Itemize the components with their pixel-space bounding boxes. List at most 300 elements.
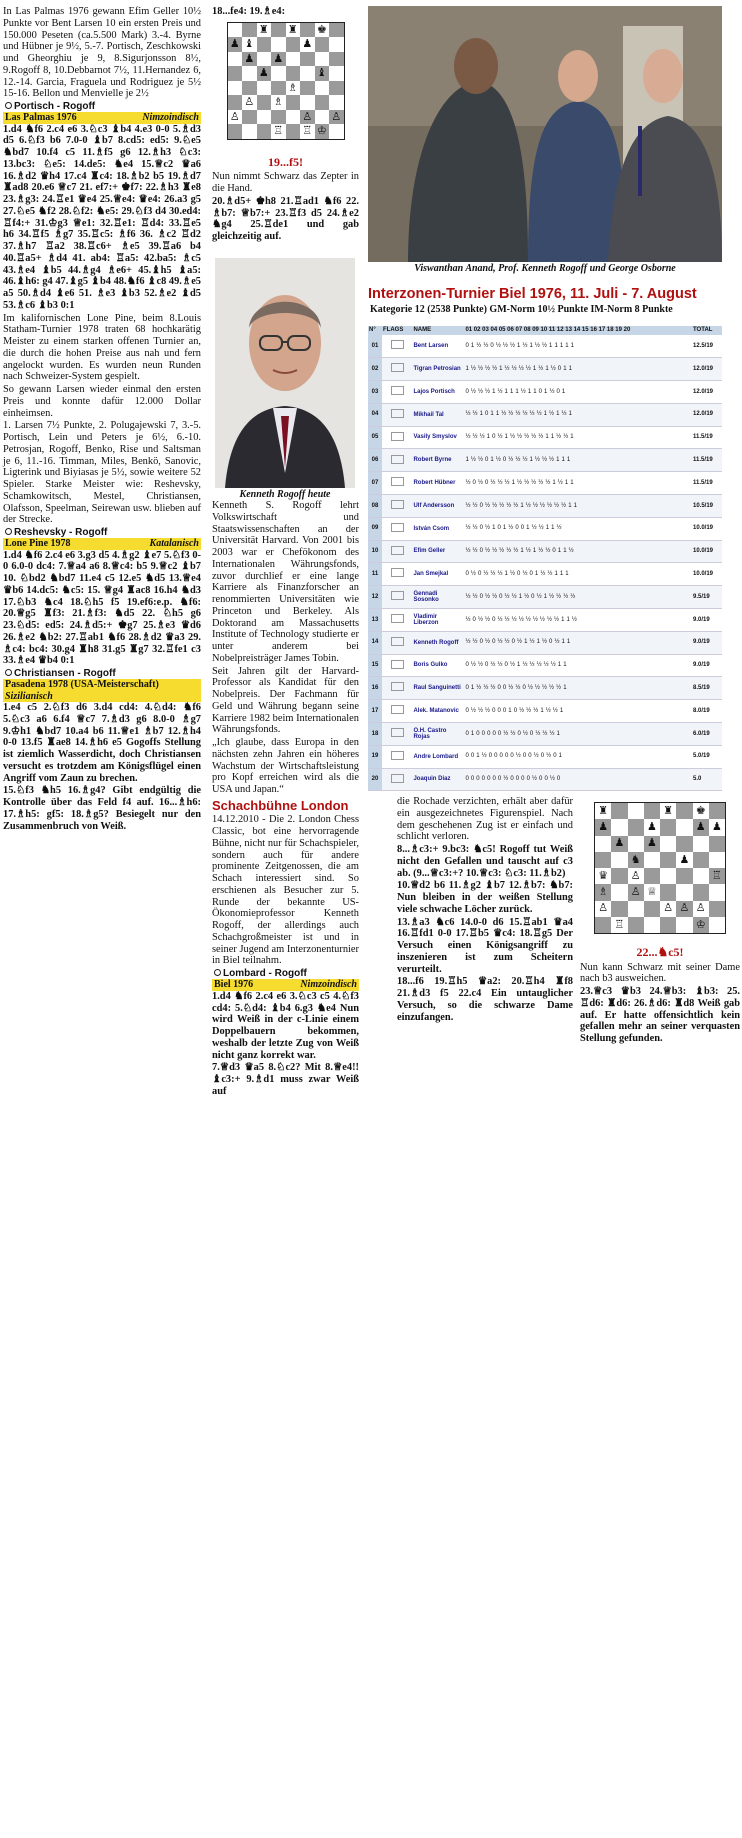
- total-cell: 9.0/19: [692, 631, 722, 654]
- board-square: [660, 868, 676, 884]
- board-square: [228, 66, 243, 81]
- col-header-name: NAME: [412, 326, 464, 335]
- total-cell: 12.5/19: [692, 335, 722, 358]
- board-square: [300, 23, 315, 38]
- player-name: István Csom: [412, 517, 464, 540]
- rank-cell: 12: [368, 586, 382, 609]
- board-square: [644, 803, 660, 819]
- results-cell: 0 1 ½ ½ ½ 0 0 ½ ½ 0 ½ ½ ½ ½ ½ 1: [464, 677, 692, 700]
- flag-cell: [382, 745, 412, 768]
- board-square: [315, 37, 330, 52]
- board-square: [300, 66, 315, 81]
- board-square: [228, 124, 243, 139]
- flag-cell: [382, 609, 412, 632]
- board-square: [271, 81, 286, 96]
- board-square: [242, 124, 257, 139]
- country-flag-icon: [391, 637, 404, 646]
- board-square: [228, 81, 243, 96]
- board-square: [329, 37, 344, 52]
- chess-piece-icon: ♟: [676, 852, 692, 868]
- results-cell: ½ 0 ½ ½ 0 ½ ½ ½ ½ ½ ½ ½ ½ ½ 1 1 ½: [464, 609, 692, 632]
- game-moves: 18...f6 19.♖h5 ♛a2: 20.♖h4 ♜f8 21.♗d3 f5 22.c4 Ein untauglicher Versuch, so die schwarze Dame einzufangen.: [397, 976, 573, 1023]
- photo-caption: Viswanthan Anand, Prof. Kenneth Rogoff und George Osborne: [414, 263, 676, 274]
- board-square: [693, 868, 709, 884]
- lone-pine-text-2: So gewann Larsen wieder einmal den ersten Preis und konnte dafür 12.000 Dollar einheimsen.: [3, 384, 201, 419]
- game-moves: 8...♗c3:+ 9.bc3: ♞c5! Rogoff tut Weiß nicht den Gefallen und tauscht auf c3 ab. (9...♕c3:+? 10.♕c3: ♘c3: 11.♗b2): [397, 844, 573, 879]
- chess-piece-icon: ♙: [628, 884, 644, 900]
- diagram-caption: 22...♞c5!: [636, 945, 684, 959]
- board-square: [329, 23, 344, 38]
- country-flag-icon: [391, 500, 404, 509]
- chess-piece-icon: ♝: [242, 37, 257, 52]
- col-header-rounds: 01 02 03 04 05 06 07 08 09 10 11 12 13 14 15 16 17 18 19 20: [464, 326, 692, 335]
- country-flag-icon: [391, 477, 404, 486]
- flag-cell: [382, 403, 412, 426]
- chess-piece-icon: ♔: [315, 124, 330, 139]
- board-square: [228, 52, 243, 67]
- rank-cell: 19: [368, 745, 382, 768]
- diagram-comment: Nun nimmt Schwarz das Zepter in die Hand.: [212, 171, 359, 195]
- flag-cell: [382, 700, 412, 723]
- board-square: [257, 81, 272, 96]
- bio-text-2: Seit Jahren gilt der Harvard-Professor als Kandidat für den Nobelpreis. Der Fachmann für Geld und Währung begann seine Karriere 1982 beim Internationalen Währungsfonds.: [212, 665, 359, 736]
- flag-cell: [382, 495, 412, 518]
- table-row: [368, 677, 722, 700]
- white-circle-icon: [5, 528, 12, 535]
- table-row: [368, 449, 722, 472]
- game-event-bar: Pasadena 1978 (USA-Meisterschaft): [3, 679, 201, 690]
- board-square: [242, 66, 257, 81]
- game-event-bar: Las Palmas 1976 Nimzoindisch: [5, 112, 199, 124]
- board-square: [709, 852, 725, 868]
- results-cell: 0 ½ ½ 0 ½ ½ 0 ½ 1 ½ ½ ½ ½ ½ 1 1: [464, 654, 692, 677]
- chess-piece-icon: ♚: [693, 803, 709, 819]
- total-cell: 11.5/19: [692, 449, 722, 472]
- results-cell: ½ ½ 0 ½ 1 0 1 ½ 0 0 1 ½ ½ 1 1 ½: [464, 517, 692, 540]
- chess-piece-icon: ♟: [611, 836, 627, 852]
- total-cell: 12.0/19: [692, 381, 722, 404]
- board-square: [286, 37, 301, 52]
- chess-diagram: [227, 22, 345, 140]
- chess-piece-icon: ♙: [628, 868, 644, 884]
- chess-piece-icon: ♙: [228, 110, 243, 125]
- chess-piece-icon: ♙: [693, 901, 709, 917]
- game-event-bar: Lone Pine 1978 Katalanisch: [5, 538, 199, 550]
- table-row: [368, 472, 722, 495]
- chess-piece-icon: ♖: [271, 124, 286, 139]
- board-square: [315, 81, 330, 96]
- lone-pine-standings: 1. Larsen 7½ Punkte, 2. Polugajewski 7, 3.-5. Portisch, Lein und Peters je 6½, 6.-10. Petrosjan, Rogoff, Benko, Rise und Saltsman je 6, 11.-16. Timman, Miles, Benkö, Sanovic, Ligterink und Biyiasas je 5½, sowie weitere 52 Spieler. Starke Meister wie: Reshevsky, Schamkowitsch, Mestel, Christiansen, Olafsson, Speelman, Seirewan usw. blieben auf der Strecke.: [3, 420, 201, 526]
- country-flag-icon: [391, 614, 404, 623]
- player-name: Joaquin Diaz: [412, 768, 464, 791]
- rank-cell: 13: [368, 609, 382, 632]
- flag-cell: [382, 677, 412, 700]
- total-cell: 10.0/19: [692, 540, 722, 563]
- table-header-row: [368, 326, 722, 335]
- player-name: Tigran Petrosian: [412, 358, 464, 381]
- table-row: [368, 631, 722, 654]
- rank-cell: 10: [368, 540, 382, 563]
- crosstable: [368, 326, 722, 791]
- board-square: [644, 868, 660, 884]
- results-cell: 0 ½ 0 ½ ½ ½ 1 ½ 0 ½ 0 1 ½ ½ 1 1 1: [464, 563, 692, 586]
- country-flag-icon: [391, 774, 404, 783]
- player-name: Ulf Andersson: [412, 495, 464, 518]
- rank-cell: 01: [368, 335, 382, 358]
- chess-piece-icon: ♟: [709, 819, 725, 835]
- board-square: [676, 917, 692, 933]
- rank-cell: 03: [368, 381, 382, 404]
- lone-pine-text: Im kalifornischen Lone Pine, beim 8.Louis Statham-Turnier 1978 traten 68 hochkarätig Meister zu einem starken offenen Turnier an, die durch die hohen Preise aus nah und fern angelockt wurden. Es wurden neun Runden nach Schweizer-System gespielt.: [3, 312, 201, 383]
- white-circle-icon: [5, 102, 12, 109]
- board-square: [611, 819, 627, 835]
- table-row: [368, 586, 722, 609]
- country-flag-icon: [391, 660, 404, 669]
- results-cell: ½ 0 ½ 0 ½ ½ ½ 1 ½ ½ ½ ½ ½ 1 ½ 1 1: [464, 472, 692, 495]
- col-header-flags: FLAGS: [382, 326, 412, 335]
- col-header-total: TOTAL: [692, 326, 722, 335]
- board-square: [257, 52, 272, 67]
- country-flag-icon: [391, 455, 404, 464]
- country-flag-icon: [391, 363, 404, 372]
- column-3: [397, 796, 573, 1834]
- game-moves: 10.♕d2 b6 11.♗g2 ♝b7 12.♗b7: ♞b7: Nun bleiben in der weißen Stellung viele schwache Löcher zurück.: [397, 880, 573, 915]
- country-flag-icon: [391, 591, 404, 600]
- board-square: [693, 884, 709, 900]
- board-square: [271, 23, 286, 38]
- board-square: [628, 803, 644, 819]
- chess-piece-icon: ♛: [595, 868, 611, 884]
- results-cell: ½ ½ ½ 1 0 ½ 1 ½ ½ ½ ½ ½ 1 1 ½ ½ 1: [464, 426, 692, 449]
- results-cell: 0 ½ ½ ½ 0 0 0 1 0 ½ ½ ½ 1 ½ ½ 1: [464, 700, 692, 723]
- country-flag-icon: [391, 432, 404, 441]
- board-square: [300, 95, 315, 110]
- board-square: [644, 901, 660, 917]
- board-square: [228, 95, 243, 110]
- flag-cell: [382, 586, 412, 609]
- rank-cell: 16: [368, 677, 382, 700]
- player-name: Jan Smejkal: [412, 563, 464, 586]
- player-name: Efim Geller: [412, 540, 464, 563]
- country-flag-icon: [391, 546, 404, 555]
- flag-cell: [382, 381, 412, 404]
- chess-piece-icon: ♔: [693, 917, 709, 933]
- board-square: [660, 819, 676, 835]
- results-cell: 0 1 ½ ½ 0 ½ ½ ½ 1 ½ 1 ½ ½ 1 1 1 1 1: [464, 335, 692, 358]
- board-square: [271, 37, 286, 52]
- table-row: [368, 381, 722, 404]
- board-square: [257, 110, 272, 125]
- game-header: Portisch - Rogoff: [3, 101, 201, 112]
- board-square: [644, 852, 660, 868]
- results-cell: 1 ½ ½ ½ ½ 1 ½ ½ ½ ½ 1 ½ 1 ½ 0 1 1: [464, 358, 692, 381]
- board-square: [660, 884, 676, 900]
- column-2-lower: [212, 500, 359, 1097]
- game-header: Christiansen - Rogoff: [3, 668, 201, 679]
- board-square: [660, 917, 676, 933]
- board-square: [286, 66, 301, 81]
- table-row: [368, 563, 722, 586]
- board-square: [628, 901, 644, 917]
- table-row: [368, 495, 722, 518]
- results-cell: 0 0 0 0 0 0 0 ½ 0 0 0 0 ½ 0 0 ½ 0: [464, 768, 692, 791]
- total-cell: 10.0/19: [692, 563, 722, 586]
- board-square: [300, 52, 315, 67]
- portrait-photo: [215, 258, 355, 488]
- board-square: [286, 110, 301, 125]
- board-square: [257, 37, 272, 52]
- country-flag-icon: [391, 568, 404, 577]
- board-square: [286, 95, 301, 110]
- board-square: [709, 884, 725, 900]
- chess-piece-icon: ♟: [242, 52, 257, 67]
- board-square: [595, 852, 611, 868]
- chess-piece-icon: ♖: [300, 124, 315, 139]
- table-row: [368, 745, 722, 768]
- table-row: [368, 768, 722, 791]
- board-square: [709, 901, 725, 917]
- las-palmas-intro: In Las Palmas 1976 gewann Efim Geller 10½ Punkte vor Bent Larsen 10 ein ersten Preis und 150.000 Peseten (ca.5.500 Mark) 3.-4. Byrne und Hübner je 9½, 5.-7. Portisch, Zeschkowski und Gheorghiu je 9, 8.Sigurjonsson 8½, 9.Rogoff 8, 10.Debbarnot 7½, 11.Hernandez 6, 12.-14. Garcia, Fraguela und Rodriguez je 5½ 15-16. Bellon und Menvielle je 2½: [3, 6, 201, 100]
- total-cell: 5.0/19: [692, 745, 722, 768]
- board-square: [611, 803, 627, 819]
- table-row: [368, 403, 722, 426]
- board-square: [628, 819, 644, 835]
- chess-piece-icon: ♙: [595, 901, 611, 917]
- board-square: [676, 819, 692, 835]
- game-moves: 1.e4 c5 2.♘f3 d6 3.d4 cd4: 4.♘d4: ♞f6 5.♘c3 a6 6.f4 ♕c7 7.♗d3 g6 8.0-0 ♗g7 9.♔h1 ♞bd7 10.a4 b6 11.♕e1 ♗b7 12.♗h4 0-0 13.f5 ♜ae8 14.♗h6 e5 Gogoffs Stellung ist ziemlich Wasserdicht, doch Christiansen versucht es trotzdem am Königsflügel einen Angriff vom Zaun zu brechen.: [3, 702, 201, 784]
- game-opening-bar: Sizilianisch: [3, 691, 201, 702]
- board-square: [257, 124, 272, 139]
- chess-piece-icon: ♕: [644, 884, 660, 900]
- board-square: [611, 884, 627, 900]
- chess-piece-icon: ♚: [315, 23, 330, 38]
- table-row: [368, 700, 722, 723]
- game-moves: 1.d4 ♞f6 2.c4 e6 3.♘c3 ♝b4 4.e3 0-0 5.♗d3 d5 6.♘f3 b6 7.0-0 ♝b7 8.cd5: ed5: 9.♘e5 ♞bd7 10.f4 c5 11.♗f5 g6 12.♗h3 ♘c3: 13.bc3: ♘e5: 14.de5: ♞e4 15.♕c2 ♛a6 16.♗d2 ♛h4 17.c4 ♜c4: 18.♗b2 b5 19.♗d7 ♜ad8 20.e6 ♕c7 21. ef7:+ ♚f7: 22.♗h3 ♜e8 23.♗g3: 24.♖e1 ♛e4 25.♕e4: ♛e4: 26.a3 g5 27.♘e5 ♞f2 28.♘f2: ♞e5: 29.♘f3 d4 30.ed4: ♖f4:+ 31.♔g3 ♕e1: 32.♖e1: ♖d4: 33.♖e5 h6 34.♖f5 ♗g7 35.♖c5: ♗f6 36. ♗c2 ♖d2 37.♗h7 ♖a2 38.♖c6+ ♗e5 39.♖a6 b4 40.♖a5+ ♗d4 41. ab4: ♖a5: 42.ba5: ♗c5 43.♗e4 ♝b5 44.♗g4 ♗e6+ 45.♝h5 ♝a5: 46.♝h6: g4 47.♝g5 ♝b4 48.♞f6 ♝c8 49.♗e5 a5 50.♗d4 ♝e6 51. ♗e3 ♝b3 52.♗e2 ♝d5 53.♗c6 ♝b3 0:1: [3, 123, 201, 311]
- rank-cell: 14: [368, 631, 382, 654]
- chess-piece-icon: ♟: [300, 37, 315, 52]
- results-cell: ½ ½ 0 ½ 0 ½ ½ 0 ½ 1 ½ 1 ½ 0 ½ 1 1: [464, 631, 692, 654]
- chess-piece-icon: ♙: [242, 95, 257, 110]
- chess-piece-icon: ♖: [709, 868, 725, 884]
- chess-piece-icon: ♙: [660, 901, 676, 917]
- rank-cell: 08: [368, 495, 382, 518]
- board-square: [329, 66, 344, 81]
- board-square: [709, 917, 725, 933]
- game-event-bar: Biel 1976 Nimzoindisch: [214, 979, 357, 991]
- flag-cell: [382, 449, 412, 472]
- board-square: [329, 95, 344, 110]
- chess-piece-icon: ♙: [329, 110, 344, 125]
- rank-cell: 09: [368, 517, 382, 540]
- table-row: [368, 540, 722, 563]
- total-cell: 11.5/19: [692, 472, 722, 495]
- board-square: [693, 852, 709, 868]
- total-cell: 8.0/19: [692, 700, 722, 723]
- country-flag-icon: [391, 728, 404, 737]
- board-square: [242, 23, 257, 38]
- rank-cell: 17: [368, 700, 382, 723]
- board-square: [242, 81, 257, 96]
- board-square: [286, 124, 301, 139]
- board-square: [257, 95, 272, 110]
- country-flag-icon: [391, 682, 404, 691]
- board-square: [611, 868, 627, 884]
- chess-piece-icon: ♗: [595, 884, 611, 900]
- table-row: [368, 723, 722, 746]
- board-square: [286, 52, 301, 67]
- board-square: [676, 836, 692, 852]
- player-name: Vasily Smyslov: [412, 426, 464, 449]
- chess-piece-icon: ♟: [595, 819, 611, 835]
- rank-cell: 20: [368, 768, 382, 791]
- group-photo: [368, 6, 722, 262]
- rank-cell: 04: [368, 403, 382, 426]
- chess-piece-icon: ♟: [693, 819, 709, 835]
- section-title: Schachbühne London: [212, 797, 349, 813]
- game-header: Reshevsky - Rogoff: [3, 527, 201, 538]
- player-name: Robert Hübner: [412, 472, 464, 495]
- flag-cell: [382, 654, 412, 677]
- board-square: [709, 836, 725, 852]
- total-cell: 10.0/19: [692, 517, 722, 540]
- flag-cell: [382, 426, 412, 449]
- board-square: [660, 852, 676, 868]
- rank-cell: 05: [368, 426, 382, 449]
- game-header: Lombard - Rogoff: [212, 968, 359, 979]
- country-flag-icon: [391, 340, 404, 349]
- board-square: [271, 110, 286, 125]
- flag-cell: [382, 563, 412, 586]
- board-square: [676, 803, 692, 819]
- board-square: [611, 901, 627, 917]
- results-cell: ½ ½ 0 ½ ½ ½ ½ ½ 1 ½ ½ ½ ½ ½ ½ 1 1: [464, 495, 692, 518]
- flag-cell: [382, 723, 412, 746]
- table-row: [368, 654, 722, 677]
- player-name: Gennadi Sosonko: [412, 586, 464, 609]
- rank-cell: 15: [368, 654, 382, 677]
- player-name: Raul Sanguinetti: [412, 677, 464, 700]
- table-title: Interzonen-Turnier Biel 1976, 11. Juli - 7. August: [368, 286, 697, 302]
- flag-cell: [382, 358, 412, 381]
- total-cell: 9.5/19: [692, 586, 722, 609]
- table-subtitle: Kategorie 12 (2538 Punkte) GM-Norm 10½ Punkte IM-Norm 8 Punkte: [370, 304, 673, 315]
- board-square: [676, 868, 692, 884]
- board-square: [595, 836, 611, 852]
- board-square: [228, 23, 243, 38]
- board-square: [628, 836, 644, 852]
- board-square: [329, 124, 344, 139]
- col-header-no: N°: [368, 326, 382, 335]
- board-square: [676, 884, 692, 900]
- total-cell: 9.0/19: [692, 609, 722, 632]
- game-moves: 1.d4 ♞f6 2.c4 e6 3.♘c3 c5 4.♘f3 cd4: 5.♘d4: ♝b4 6.g3 ♞e4 Nun wird Weiß in der c-Linie einem Doppelbauern bekommen, weshalb der letzte Zug von Weiß nicht ganz korrekt war.: [212, 990, 359, 1061]
- rank-cell: 18: [368, 723, 382, 746]
- player-name: O.H. Castro Rojas: [412, 723, 464, 746]
- total-cell: 11.5/19: [692, 426, 722, 449]
- player-name: Kenneth Rogoff: [412, 631, 464, 654]
- board-square: [329, 52, 344, 67]
- chess-piece-icon: ♟: [644, 819, 660, 835]
- quote-text: „Ich glaube, dass Europa in den nächsten zehn Jahren ein höheres Wachstum der Wirtschaftsleistung pro Kopf erreichen wird als die USA und Japan.“: [212, 737, 359, 795]
- total-cell: 12.0/19: [692, 403, 722, 426]
- rank-cell: 06: [368, 449, 382, 472]
- results-cell: ½ ½ 0 ½ ½ 0 ½ ½ 1 ½ 0 ½ 1 ½ ½ ½ ½: [464, 586, 692, 609]
- chess-piece-icon: ♞: [628, 852, 644, 868]
- flag-cell: [382, 335, 412, 358]
- total-cell: 10.5/19: [692, 495, 722, 518]
- results-cell: 0 1 0 0 0 0 0 ½ ½ 0 ½ 0 ½ ½ ½ 1: [464, 723, 692, 746]
- player-name: Bent Larsen: [412, 335, 464, 358]
- board-square: [611, 852, 627, 868]
- results-cell: ½ ½ 0 ½ ½ ½ ½ ½ 1 ½ 1 ½ ½ 0 1 1 ½: [464, 540, 692, 563]
- chess-piece-icon: ♟: [228, 37, 243, 52]
- board-square: [329, 81, 344, 96]
- chess-piece-icon: ♜: [660, 803, 676, 819]
- board-square: [242, 110, 257, 125]
- table-row: [368, 426, 722, 449]
- flag-cell: [382, 768, 412, 791]
- player-name: Robert Byrne: [412, 449, 464, 472]
- total-cell: 6.0/19: [692, 723, 722, 746]
- rank-cell: 07: [368, 472, 382, 495]
- player-name: Mikhail Tal: [412, 403, 464, 426]
- game-moves-cont: 7.♕d3 ♛a5 8.♘c2? Mit 8.♕e4!! ♝c3:+ 9.♗d1 muss zwar Weiß auf: [212, 1062, 359, 1097]
- player-name: Vladimir Liberzon: [412, 609, 464, 632]
- results-cell: 1 ½ ½ 0 1 ½ 0 ½ ½ ½ 1 ½ ½ ½ 1 1 1: [464, 449, 692, 472]
- results-cell: 0 ½ ½ ½ 1 ½ 1 1 1 ½ 1 1 0 1 ½ 0 1: [464, 381, 692, 404]
- game-text: die Rochade verzichten, erhält aber dafür ein ausgezeichnetes Figurenspiel. Nach dem geschehenen Zug ist er einfach und schlicht verloren.: [397, 796, 573, 843]
- board-square: [693, 836, 709, 852]
- board-square: [660, 836, 676, 852]
- board-square: [315, 95, 330, 110]
- results-cell: ½ ½ 1 0 1 1 ½ ½ ½ ½ ½ ½ 1 ½ 1 ½ 1: [464, 403, 692, 426]
- game-moves: 23.♕c3 ♛b3 24.♕b3: ♝b3: 25. ♖d6: ♜d6: 26.♗d6: ♜d8 Weiß gab auf. Er hatte offensichtlich kein gefallen mehr an seiner verquasten Stellung gefunden.: [580, 986, 740, 1045]
- flag-cell: [382, 540, 412, 563]
- board-square: [595, 917, 611, 933]
- chess-piece-icon: ♗: [271, 95, 286, 110]
- game-moves: 18...fe4: 19.♗e4:: [212, 6, 286, 17]
- diagram-caption: 19...f5!: [268, 154, 303, 169]
- chess-piece-icon: ♜: [257, 23, 272, 38]
- board-square: [628, 917, 644, 933]
- white-circle-icon: [214, 969, 221, 976]
- chess-piece-icon: ♙: [676, 901, 692, 917]
- total-cell: 8.5/19: [692, 677, 722, 700]
- board-square: [315, 52, 330, 67]
- chess-piece-icon: ♜: [286, 23, 301, 38]
- chess-diagram: [594, 802, 726, 934]
- board-square: [300, 81, 315, 96]
- column-1: [3, 6, 201, 1044]
- rank-cell: 02: [368, 358, 382, 381]
- white-circle-icon: [5, 669, 12, 676]
- country-flag-icon: [391, 705, 404, 714]
- game-moves: 20.♗d5+ ♚h8 21.♖ad1 ♞f6 22. ♗b7: ♕b7:+ 23.♖f3 d5 24.♗e2 ♞g4 25.♖de1 und gab gleichzeitig auf.: [212, 195, 359, 243]
- total-cell: 9.0/19: [692, 654, 722, 677]
- country-flag-icon: [391, 409, 404, 418]
- board-square: [644, 917, 660, 933]
- player-name: Alek. Matanovic: [412, 700, 464, 723]
- table-row: [368, 335, 722, 358]
- chess-piece-icon: ♝: [315, 66, 330, 81]
- chess-piece-icon: ♖: [611, 917, 627, 933]
- country-flag-icon: [391, 386, 404, 395]
- chess-piece-icon: ♟: [644, 836, 660, 852]
- total-cell: 5.0: [692, 768, 722, 791]
- player-name: Boris Gulko: [412, 654, 464, 677]
- board-square: [709, 803, 725, 819]
- table-row: [368, 517, 722, 540]
